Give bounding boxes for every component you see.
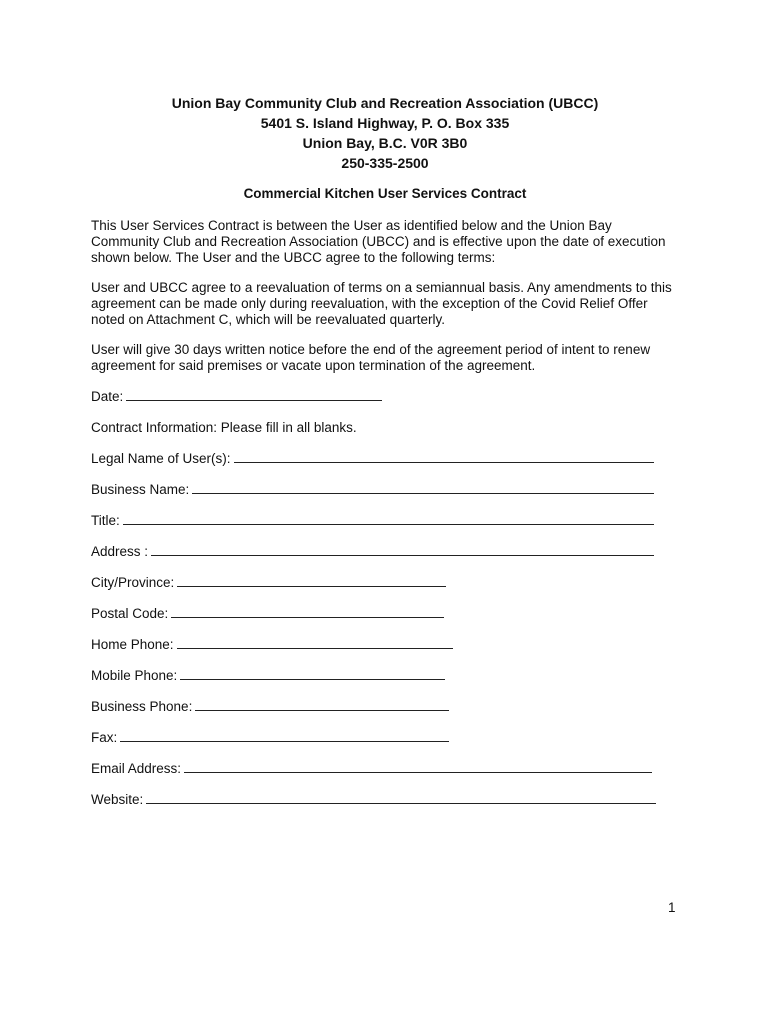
- legal-name-label: Legal Name of User(s):: [91, 451, 231, 466]
- title-blank[interactable]: [123, 512, 654, 525]
- legal-name-field: [91, 450, 654, 468]
- title-field: [91, 512, 654, 530]
- business-name-blank[interactable]: [192, 481, 654, 494]
- header-phone: 250-335-2500: [341, 155, 429, 171]
- website-field: [91, 791, 656, 809]
- date-blank[interactable]: [126, 388, 382, 401]
- fax-field: [91, 729, 449, 747]
- notice-paragraph: User will give 30 days written notice before the end of the agreement period of intent to renew agreement for said premises or vacate upon termination of the agreement.: [91, 342, 651, 373]
- address-field: [91, 543, 654, 561]
- header-address: 5401 S. Island Highway, P. O. Box 335: [260, 115, 510, 131]
- business-phone-blank[interactable]: [195, 698, 449, 711]
- website-blank[interactable]: [146, 791, 656, 804]
- page-number: 1: [668, 900, 676, 915]
- home-phone-label: Home Phone:: [91, 637, 174, 652]
- city-province-label: City/Province:: [91, 575, 175, 590]
- fax-blank[interactable]: [120, 729, 449, 742]
- email-label: Email Address:: [91, 761, 182, 776]
- mobile-phone-label: Mobile Phone:: [91, 668, 178, 683]
- contract-info-instruction: [91, 419, 357, 437]
- postal-code-field: [91, 605, 444, 623]
- address-label: Address :: [91, 544, 149, 559]
- home-phone-field: [91, 636, 453, 654]
- business-phone-field: [91, 698, 449, 716]
- mobile-phone-field: [91, 667, 445, 685]
- organization-header: [0, 93, 770, 173]
- title-label: Title:: [91, 513, 120, 528]
- business-name-label: Business Name:: [91, 482, 190, 497]
- fax-label: Fax:: [91, 730, 118, 745]
- home-phone-blank[interactable]: [177, 636, 453, 649]
- address-blank[interactable]: [151, 543, 654, 556]
- business-name-field: [91, 481, 654, 499]
- contract-info-label: Contract Information: Please fill in all blanks.: [91, 420, 357, 435]
- city-province-blank[interactable]: [177, 574, 446, 587]
- legal-name-blank[interactable]: [234, 450, 654, 463]
- mobile-phone-blank[interactable]: [180, 667, 445, 680]
- reevaluation-paragraph: User and UBCC agree to a reevaluation of terms on a semiannual basis. Any amendments to this agreement can be made only during reevaluation, with the exception of the Covid Relief Offer noted on Attachment C, which will be reevaluated quarterly.: [91, 280, 672, 327]
- email-field: [91, 760, 652, 778]
- header-city: Union Bay, B.C. V0R 3B0: [302, 135, 468, 151]
- date-field: [91, 388, 382, 406]
- business-phone-label: Business Phone:: [91, 699, 193, 714]
- city-province-field: [91, 574, 446, 592]
- postal-code-label: Postal Code:: [91, 606, 169, 621]
- postal-code-blank[interactable]: [171, 605, 444, 618]
- header-org-name: Union Bay Community Club and Recreation Association (UBCC): [171, 95, 599, 111]
- contract-title: Commercial Kitchen User Services Contract: [243, 186, 527, 201]
- intro-paragraph: This User Services Contract is between the User as identified below and the Union Bay Community Club and Recreation Association (UBCC) and is effective upon the date of execution shown below. The User and the UBCC agree to the following terms:: [91, 218, 666, 265]
- website-label: Website:: [91, 792, 144, 807]
- date-label: Date:: [91, 389, 124, 404]
- email-blank[interactable]: [184, 760, 652, 773]
